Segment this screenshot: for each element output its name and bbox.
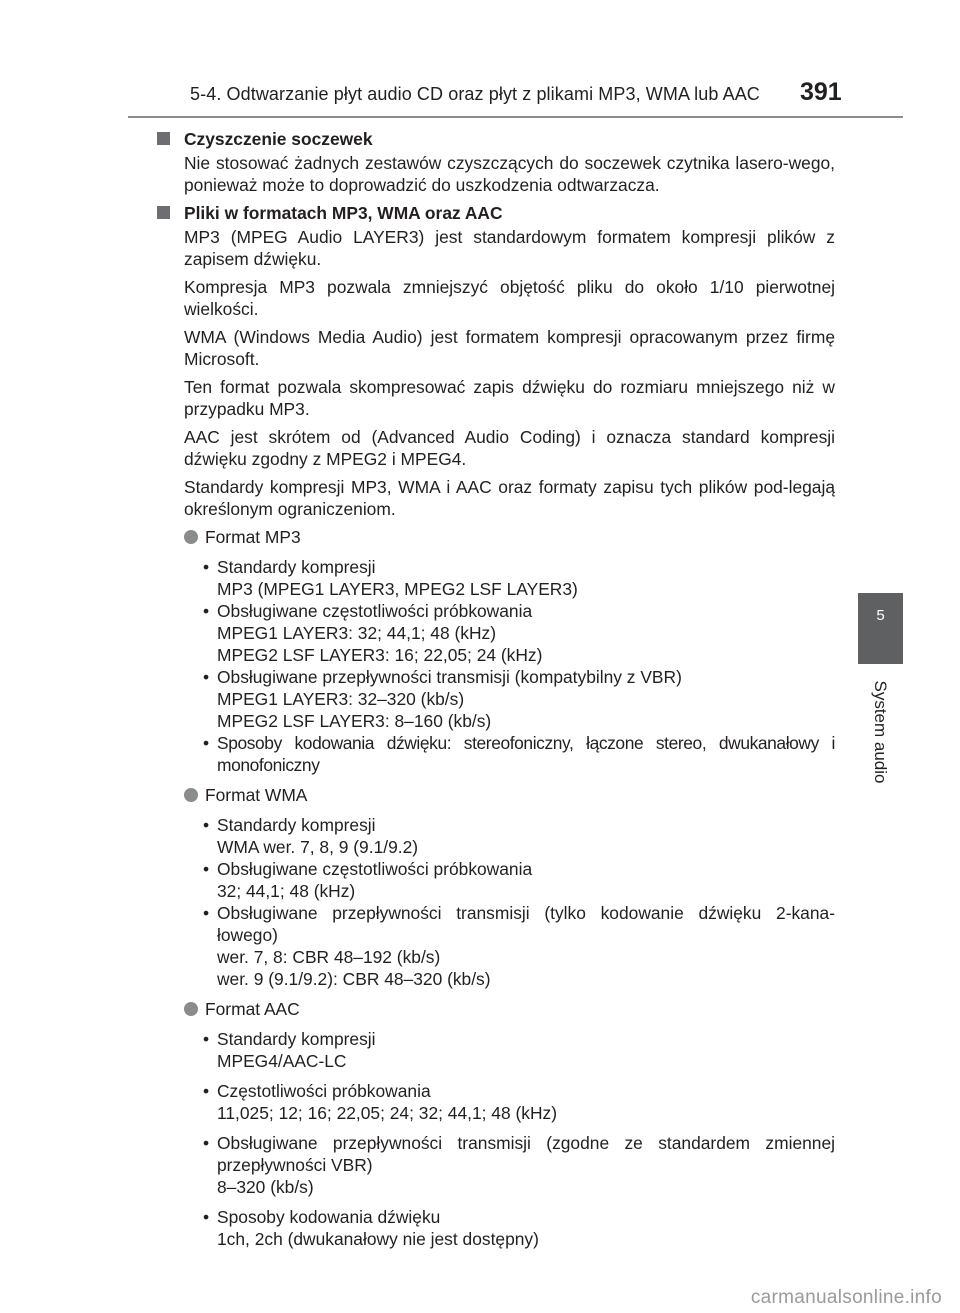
format-heading-text: Format MP3 — [205, 527, 301, 547]
list-item-value: MP3 (MPEG1 LAYER3, MPEG2 LSF LAYER3) — [217, 579, 578, 599]
section-heading — [155, 202, 835, 224]
list-item-value: 1ch, 2ch (dwukanałowy nie jest dostępny) — [217, 1229, 539, 1249]
format-heading — [155, 784, 835, 806]
circle-bullet-icon — [184, 1002, 198, 1016]
list-item — [155, 1080, 835, 1102]
list-item — [155, 814, 835, 836]
list-item-value: MPEG1 LAYER3: 32–320 (kb/s) — [217, 689, 465, 709]
list-item-label: Obsługiwane przepływności transmisji (zgodne ze standardem zmiennej przepływności VBR) — [217, 1133, 835, 1175]
chapter-tab: 5 — [858, 593, 903, 664]
list-item-label: Obsługiwane przepływności transmisji (kompatybilny z VBR) — [217, 667, 682, 687]
list-item — [155, 556, 835, 578]
bullet-dot-icon: • — [203, 1207, 210, 1227]
list-item-value: MPEG2 LSF LAYER3: 8–160 (kb/s) — [217, 711, 492, 731]
bullet-dot-icon: • — [203, 557, 210, 577]
list-item-label: Obsługiwane częstotliwości próbkowania — [217, 859, 533, 879]
list-item-value: 32; 44,1; 48 (kHz) — [217, 881, 356, 901]
list-item-label: Obsługiwane częstotliwości próbkowania — [217, 601, 533, 621]
bullet-dot-icon: • — [203, 733, 209, 753]
running-header: 5-4. Odtwarzanie płyt audio CD oraz płyt z plikami MP3, WMA lub AAC — [190, 84, 760, 104]
format-heading — [155, 998, 835, 1020]
list-item — [155, 1028, 835, 1050]
paragraph: Ten format pozwala skompresować zapis dźwięku do rozmiaru mniejszego niż w przypadku MP3. — [184, 377, 835, 419]
chapter-label — [860, 672, 900, 792]
list-item-value: WMA wer. 7, 8, 9 (9.1/9.2) — [217, 837, 419, 857]
list-item-value: wer. 7, 8: CBR 48–192 (kb/s) — [217, 947, 441, 967]
list-item-value: wer. 9 (9.1/9.2): CBR 48–320 (kb/s) — [217, 969, 491, 989]
list-item-label: Standardy kompresji — [217, 557, 376, 577]
paragraph: Kompresja MP3 pozwala zmniejszyć objętość pliku do około 1/10 pierwotnej wielkości. — [184, 277, 835, 319]
list-item-value: 11,025; 12; 16; 22,05; 24; 32; 44,1; 48 (kHz) — [217, 1103, 557, 1123]
list-item — [155, 858, 835, 880]
paragraph: AAC jest skrótem od (Advanced Audio Coding) i oznacza standard kompresji dźwięku zgodny z MPEG2 i MPEG4. — [184, 427, 835, 469]
list-item-label: Standardy kompresji — [217, 1029, 376, 1049]
circle-bullet-icon — [184, 530, 198, 544]
bullet-dot-icon: • — [203, 601, 210, 621]
format-heading-text: Format AAC — [205, 999, 300, 1019]
format-heading — [155, 526, 835, 548]
list-item-value: MPEG1 LAYER3: 32; 44,1; 48 (kHz) — [217, 623, 497, 643]
page-number: 391 — [800, 78, 842, 106]
section-heading-text: Czyszczenie soczewek — [184, 129, 373, 149]
section-heading-text: Pliki w formatach MP3, WMA oraz AAC — [184, 203, 503, 223]
bullet-dot-icon: • — [203, 903, 210, 923]
list-item-value: MPEG4/AAC-LC — [217, 1051, 347, 1071]
paragraph: WMA (Windows Media Audio) jest formatem kompresji opracowanym przez firmę Microsoft. — [184, 327, 835, 369]
list-item-value: MPEG2 LSF LAYER3: 16; 22,05; 24 (kHz) — [217, 645, 543, 665]
page-content — [155, 128, 835, 1250]
list-item — [155, 666, 835, 688]
list-item-label: Sposoby kodowania dźwięku: stereofoniczny, łączone stereo, dwukanałowy i monofoniczny — [217, 733, 835, 775]
bullet-dot-icon: • — [203, 815, 210, 835]
chapter-label-text: System audio — [871, 680, 890, 784]
bullet-dot-icon: • — [203, 859, 210, 879]
bullet-dot-icon: • — [203, 667, 210, 687]
bullet-dot-icon: • — [203, 1133, 210, 1153]
list-item — [155, 600, 835, 622]
header-divider — [128, 116, 903, 118]
square-bullet-icon — [157, 132, 170, 145]
list-item-label: Obsługiwane przepływności transmisji (tylko kodowanie dźwięku 2-kana-łowego) — [217, 903, 835, 945]
watermark: carmanualsonline.info — [750, 1287, 942, 1308]
list-item-label: Standardy kompresji — [217, 815, 376, 835]
paragraph: MP3 (MPEG Audio LAYER3) jest standardowym formatem kompresji plików z zapisem dźwięku. — [184, 227, 835, 269]
list-item — [155, 732, 835, 776]
list-item-label: Częstotliwości próbkowania — [217, 1081, 431, 1101]
list-item — [155, 902, 835, 946]
circle-bullet-icon — [184, 788, 198, 802]
list-item — [155, 1132, 835, 1176]
section-heading — [155, 128, 835, 150]
paragraph: Standardy kompresji MP3, WMA i AAC oraz formaty zapisu tych plików pod-legają określonym ograniczeniom. — [184, 477, 835, 519]
bullet-dot-icon: • — [203, 1081, 210, 1101]
format-heading-text: Format WMA — [205, 785, 308, 805]
list-item-label: Sposoby kodowania dźwięku — [217, 1207, 441, 1227]
list-item-value: 8–320 (kb/s) — [217, 1177, 314, 1197]
square-bullet-icon — [157, 206, 170, 219]
paragraph: Nie stosować żadnych zestawów czyszczących do soczewek czytnika lasero-wego, ponieważ może to doprowadzić do uszkodzenia odtwarzacza. — [184, 153, 835, 195]
bullet-dot-icon: • — [203, 1029, 210, 1049]
list-item — [155, 1206, 835, 1228]
